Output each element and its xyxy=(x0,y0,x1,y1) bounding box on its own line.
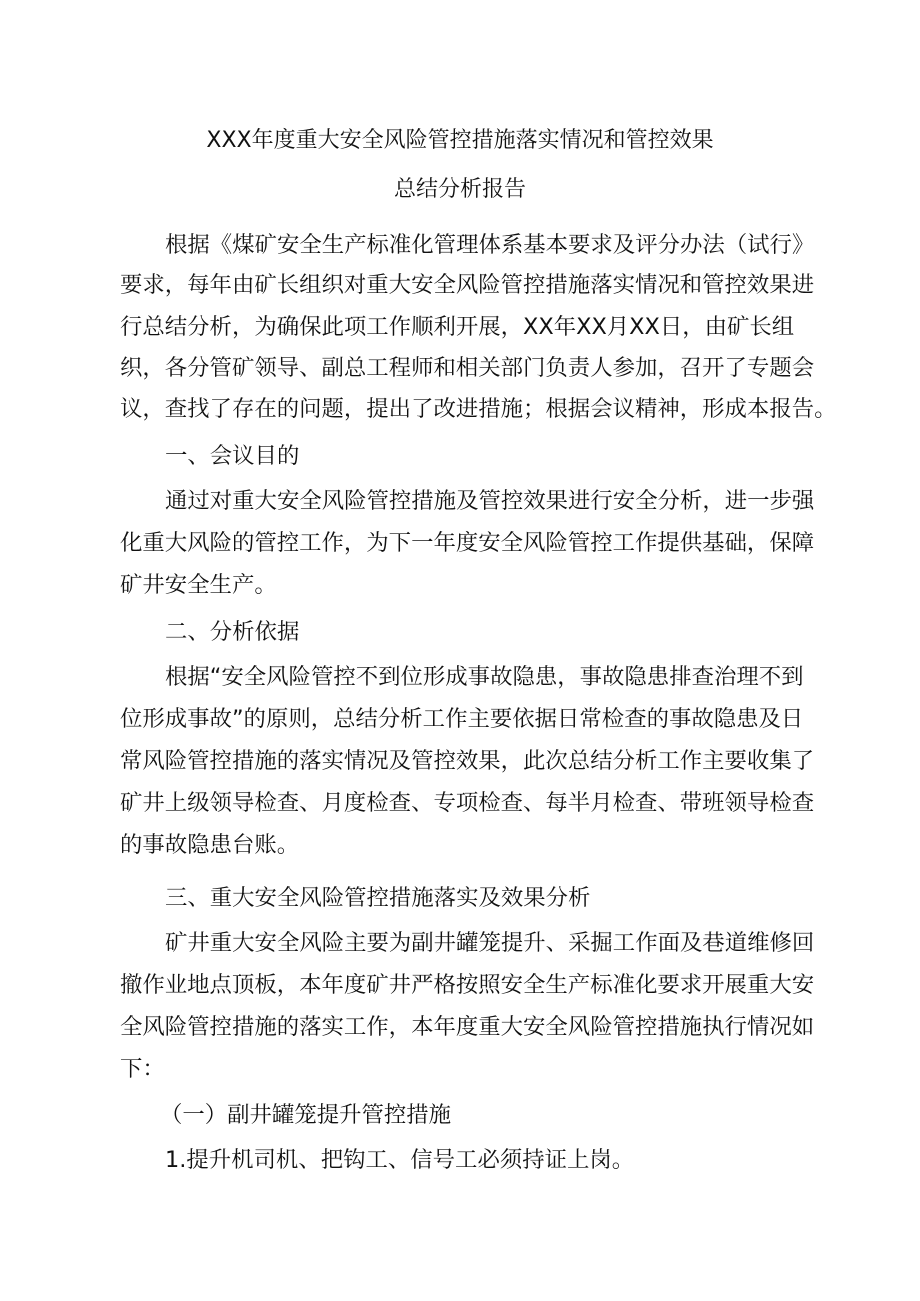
section2-heading: 二、分析依据 xyxy=(165,619,300,645)
section3-heading: 三、重大安全风险管控措施落实及效果分析 xyxy=(165,885,591,911)
section1-line-3: 矿井安全生产。 xyxy=(120,572,277,598)
intro-line-4: 织，各分管矿领导、副总工程师和相关部门负责人参加，召开了专题会 xyxy=(120,355,815,381)
section2-line-2: 位形成事故”的原则，总结分析工作主要依据日常检查的事故隐患及日 xyxy=(120,706,804,732)
title-line-2: 总结分析报告 xyxy=(393,177,526,202)
section1-heading: 一、会议目的 xyxy=(165,443,300,469)
section3-item-1: 1.提升机司机、把钩工、信号工必须持证上岗。 xyxy=(165,1147,635,1173)
section2-line-5: 的事故隐患台账。 xyxy=(120,832,300,858)
section3-subheading: （一）副井罐笼提升管控措施 xyxy=(160,1102,452,1128)
section3-line-4: 下： xyxy=(120,1056,165,1082)
intro-line-1: 根据《煤矿安全生产标准化管理体系基本要求及评分办法（试行》 xyxy=(165,232,815,258)
section2-line-3: 常风险管控措施的落实情况及管控效果，此次总结分析工作主要收集了 xyxy=(120,748,815,774)
section2-line-1: 根据“安全风险管控不到位形成事故隐患，事故隐患排查治理不到 xyxy=(165,664,804,690)
section3-line-3: 全风险管控措施的落实工作，本年度重大安全风险管控措施执行情况如 xyxy=(120,1014,815,1040)
section3-line-2: 撤作业地点顶板，本年度矿井严格按照安全生产标准化要求开展重大安 xyxy=(120,972,815,998)
intro-line-2: 要求，每年由矿长组织对重大安全风险管控措施落实情况和管控效果进 xyxy=(120,272,815,298)
intro-line-5: 议，查找了存在的问题，提出了改进措施；根据会议精神，形成本报告。 xyxy=(120,396,837,422)
section1-line-1: 通过对重大安全风险管控措施及管控效果进行安全分析，进一步强 xyxy=(165,488,815,514)
intro-line-3: 行总结分析，为确保此项工作顺利开展，XX年XX月XX日，由矿长组 xyxy=(120,314,795,340)
section2-line-4: 矿井上级领导检查、月度检查、专项检查、每半月检查、带班领导检查 xyxy=(120,790,815,816)
section1-line-2: 化重大风险的管控工作，为下一年度安全风险管控工作提供基础，保障 xyxy=(120,530,815,556)
section3-line-1: 矿井重大安全风险主要为副井罐笼提升、采掘工作面及巷道维修回 xyxy=(165,930,815,956)
title-line-1: XXX年度重大安全风险管控措施落实情况和管控效果 xyxy=(206,128,714,153)
